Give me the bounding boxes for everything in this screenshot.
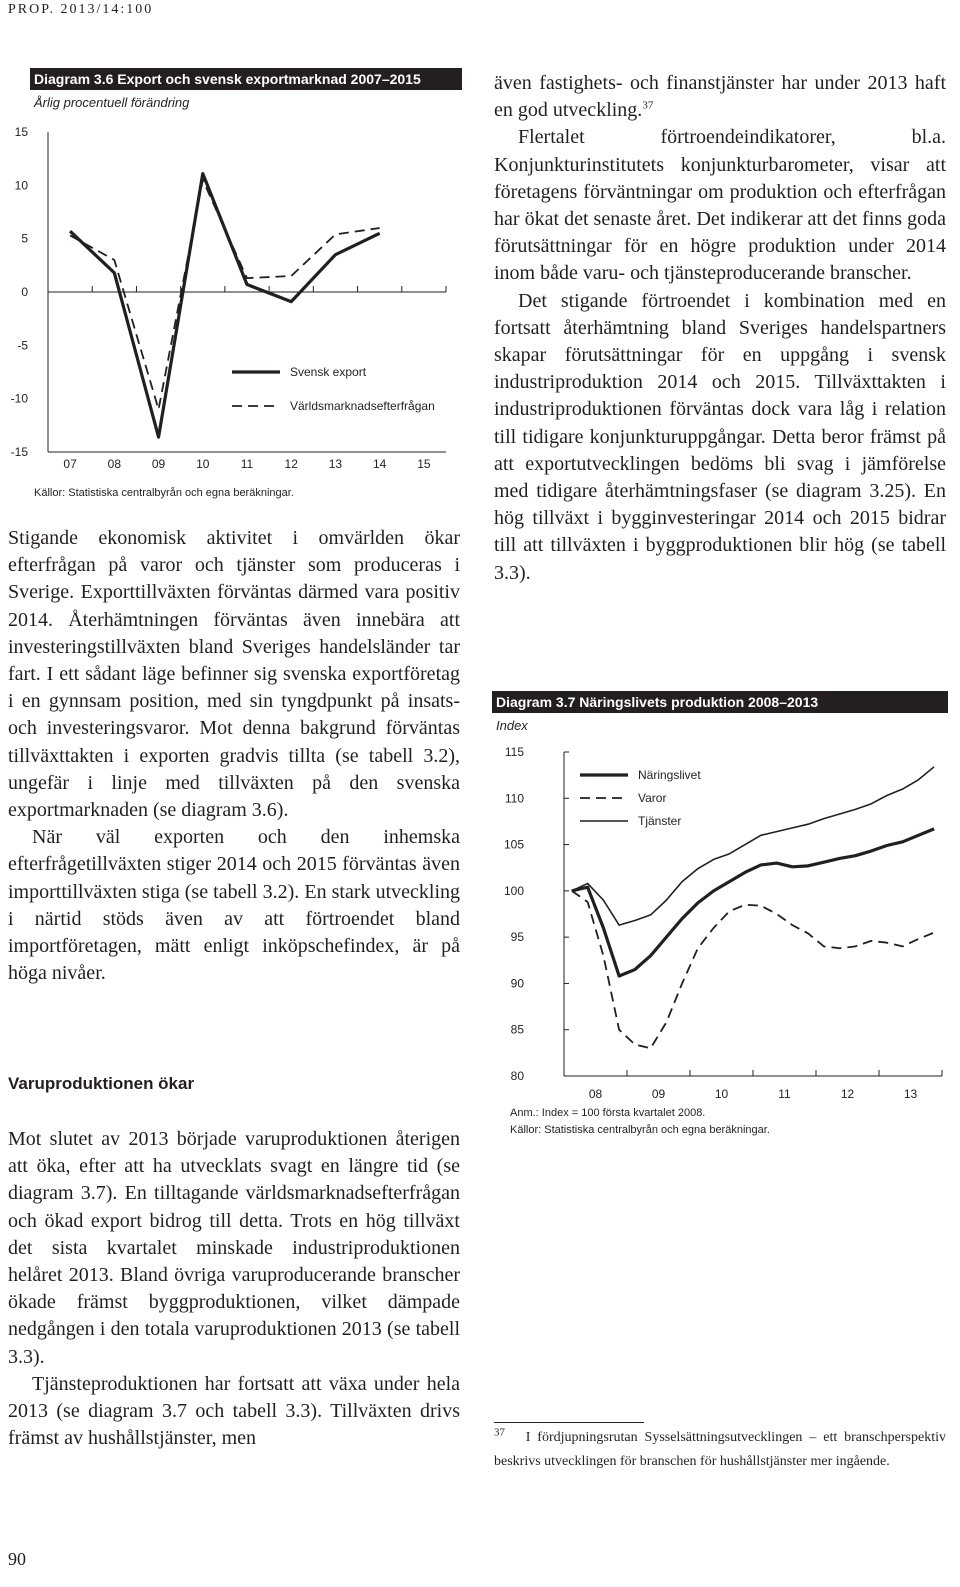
diagram-37-header: Diagram 3.7 Näringslivets produktion 2008–2013 (492, 691, 948, 713)
section-body-text (8, 1126, 460, 1452)
y-tick-label: -15 (10, 445, 28, 459)
x-tick-label: 09 (151, 457, 166, 471)
paragraph: När väl exporten och den inhemska efterfrågetillväxten stiger 2014 och 2015 förväntas även importtillväxten stiga (se tabell 3.2). En stark utveckling i närtid stöds även av att förtroendet bland importföretagen, mätt enligt inköpschefindex, är på höga nivåer. (8, 826, 460, 985)
y-tick-label: 110 (504, 791, 524, 806)
legend-label: Världsmarknadsefterfrågan (290, 399, 435, 413)
section-heading: Varuproduktionen ökar (8, 1074, 195, 1093)
y-tick-label: 15 (14, 125, 28, 139)
paragraph (494, 70, 946, 124)
running-head: PROP. 2013/14:100 (8, 2, 154, 17)
y-tick-label: 80 (510, 1069, 524, 1083)
diagram-36-header: Diagram 3.6 Export och svensk exportmarknad 2007–2015 (30, 68, 462, 90)
paragraph-text: även fastighets- och finanstjänster har under 2013 haft en god utveckling. (494, 72, 946, 122)
y-tick-label: 90 (510, 976, 524, 991)
x-tick-label: 11 (240, 457, 254, 471)
left-body-text (8, 525, 460, 987)
diagram-37-source: Källor: Statistiska centralbyrån och egna beräkningar. (510, 1124, 770, 1136)
right-body-text (494, 70, 946, 587)
legend-label: Varor (638, 791, 667, 805)
diagram-36-subtitle: Årlig procentuell förändring (34, 95, 190, 110)
footnote-ref: 37 (642, 99, 654, 112)
y-tick-label: 115 (504, 745, 524, 759)
x-tick-label: 10 (196, 457, 210, 471)
x-tick-label: 14 (372, 457, 387, 471)
footnote-rule (494, 1422, 644, 1423)
x-tick-label: 09 (651, 1087, 666, 1101)
y-tick-label: 10 (14, 178, 28, 193)
footnote (494, 1426, 946, 1474)
paragraph: Det stigande förtroendet i kombination med en fortsatt återhämtning bland Sveriges handelspartners skapar förutsättningar för en uppgång i svensk industriproduktion 2014 och 2015. Tillväxttakten i industriproduktionen förväntas dock vara låg i relation till tidigare konjunkturuppgångar. Detta beror främst på att exportutvecklingen bedöms bli svag i jämförelse med tidigare återhämtningsfaser (se diagram 3.25). En hög tillväxt i bygginvesteringar 2014 och 2015 bidrar till att tillväxten i byggproduktionen blir hög (se tabell 3.3). (494, 289, 946, 584)
x-tick-label: 07 (63, 457, 77, 471)
x-tick-label: 08 (107, 457, 122, 471)
footnote-text: I fördjupningsrutan Sysselsättningsutvecklingen – ett branschperspektiv beskrivs utvecklingen för branschen för hushållstjänster mer ingående. (494, 1430, 946, 1469)
y-tick-label: 105 (503, 837, 524, 852)
legend-label: Näringslivet (638, 768, 701, 782)
series-line-3 (572, 767, 934, 925)
x-tick-label: 12 (840, 1087, 855, 1101)
x-tick-label: 15 (417, 457, 431, 471)
y-tick-label: 5 (21, 231, 28, 246)
paragraph: Stigande ekonomisk aktivitet i omvärlden ökar efterfrågan på varor och tjänster som produceras i Sverige. Exporttillväxten förväntas därmed vara positiv 2014. Återhämtningen förväntas även innebära att investeringstillväxten bland Sveriges handelsländer tar fart. I ett sådant läge befinner sig svenska exportföretag i en gynnsam position, med sin tyngdpunkt på insats- och investeringsvaror. Mot denna bakgrund förväntas tillväxttakten i exporten gradvis tillta (se tabell 3.2), ungefär i linje med tillväxten på den svenska exportmarknaden (se diagram 3.6). (8, 527, 460, 822)
y-tick-label: 95 (510, 930, 524, 945)
x-tick-label: 13 (903, 1087, 918, 1101)
series-line-2 (572, 891, 934, 1048)
paragraph: Tjänsteproduktionen har fortsatt att växa under hela 2013 (se diagram 3.7 och tabell 3.3). Tillväxten drivs främst av hushållstjänster, men (8, 1372, 460, 1450)
series-line-1 (572, 829, 934, 976)
x-tick-label: 10 (714, 1087, 729, 1101)
x-tick-label: 11 (778, 1087, 791, 1101)
diagram-36-source: Källor: Statistiska centralbyrån och egna beräkningar. (34, 487, 294, 499)
paragraph: Mot slutet av 2013 började varuproduktionen återigen att öka, efter att ha utvecklats svagt en längre tid (se diagram 3.7). En tilltagande världsmarknadsefterfrågan och ökad export bidrog till detta. Trots en hög tillväxt det sista kvartalet minskade industriproduktionen helåret 2013. Bland övriga varuproducerande branscher ökade främst byggproduktionen, vilket dämpade nedgången i den totala varuproduktionen 2013 (se tabell 3.3). (8, 1128, 460, 1368)
diagram-37-subtitle: Index (496, 718, 528, 733)
footnote-number: 37 (494, 1426, 505, 1439)
x-tick-label: 08 (588, 1087, 603, 1101)
paragraph: Flertalet förtroendeindikatorer, bl.a. Konjunkturinstitutets konjunkturbarometer, visar att företagens förväntningar om produktion och efterfrågan har ökat det senaste året. Det indikerar att det finns goda förutsättningar för en högre produktion under 2014 inom både varu- och tjänsteproducerande branscher. (494, 126, 946, 285)
y-tick-label: -5 (17, 338, 28, 353)
y-tick-label: 85 (510, 1022, 524, 1037)
y-tick-label: -10 (10, 391, 28, 406)
diagram-37-note: Anm.: Index = 100 första kvartalet 2008. (510, 1107, 706, 1119)
y-tick-label: 100 (503, 883, 524, 898)
x-tick-label: 12 (284, 457, 298, 471)
series-line-1 (70, 174, 380, 437)
diagram-36-chart (0, 110, 470, 490)
diagram-37-chart (480, 735, 950, 1110)
y-tick-label: 0 (21, 285, 28, 299)
page-number: 90 (8, 1549, 26, 1569)
legend-label: Tjänster (638, 814, 682, 828)
legend-label: Svensk export (290, 365, 367, 379)
x-tick-label: 13 (328, 457, 343, 471)
